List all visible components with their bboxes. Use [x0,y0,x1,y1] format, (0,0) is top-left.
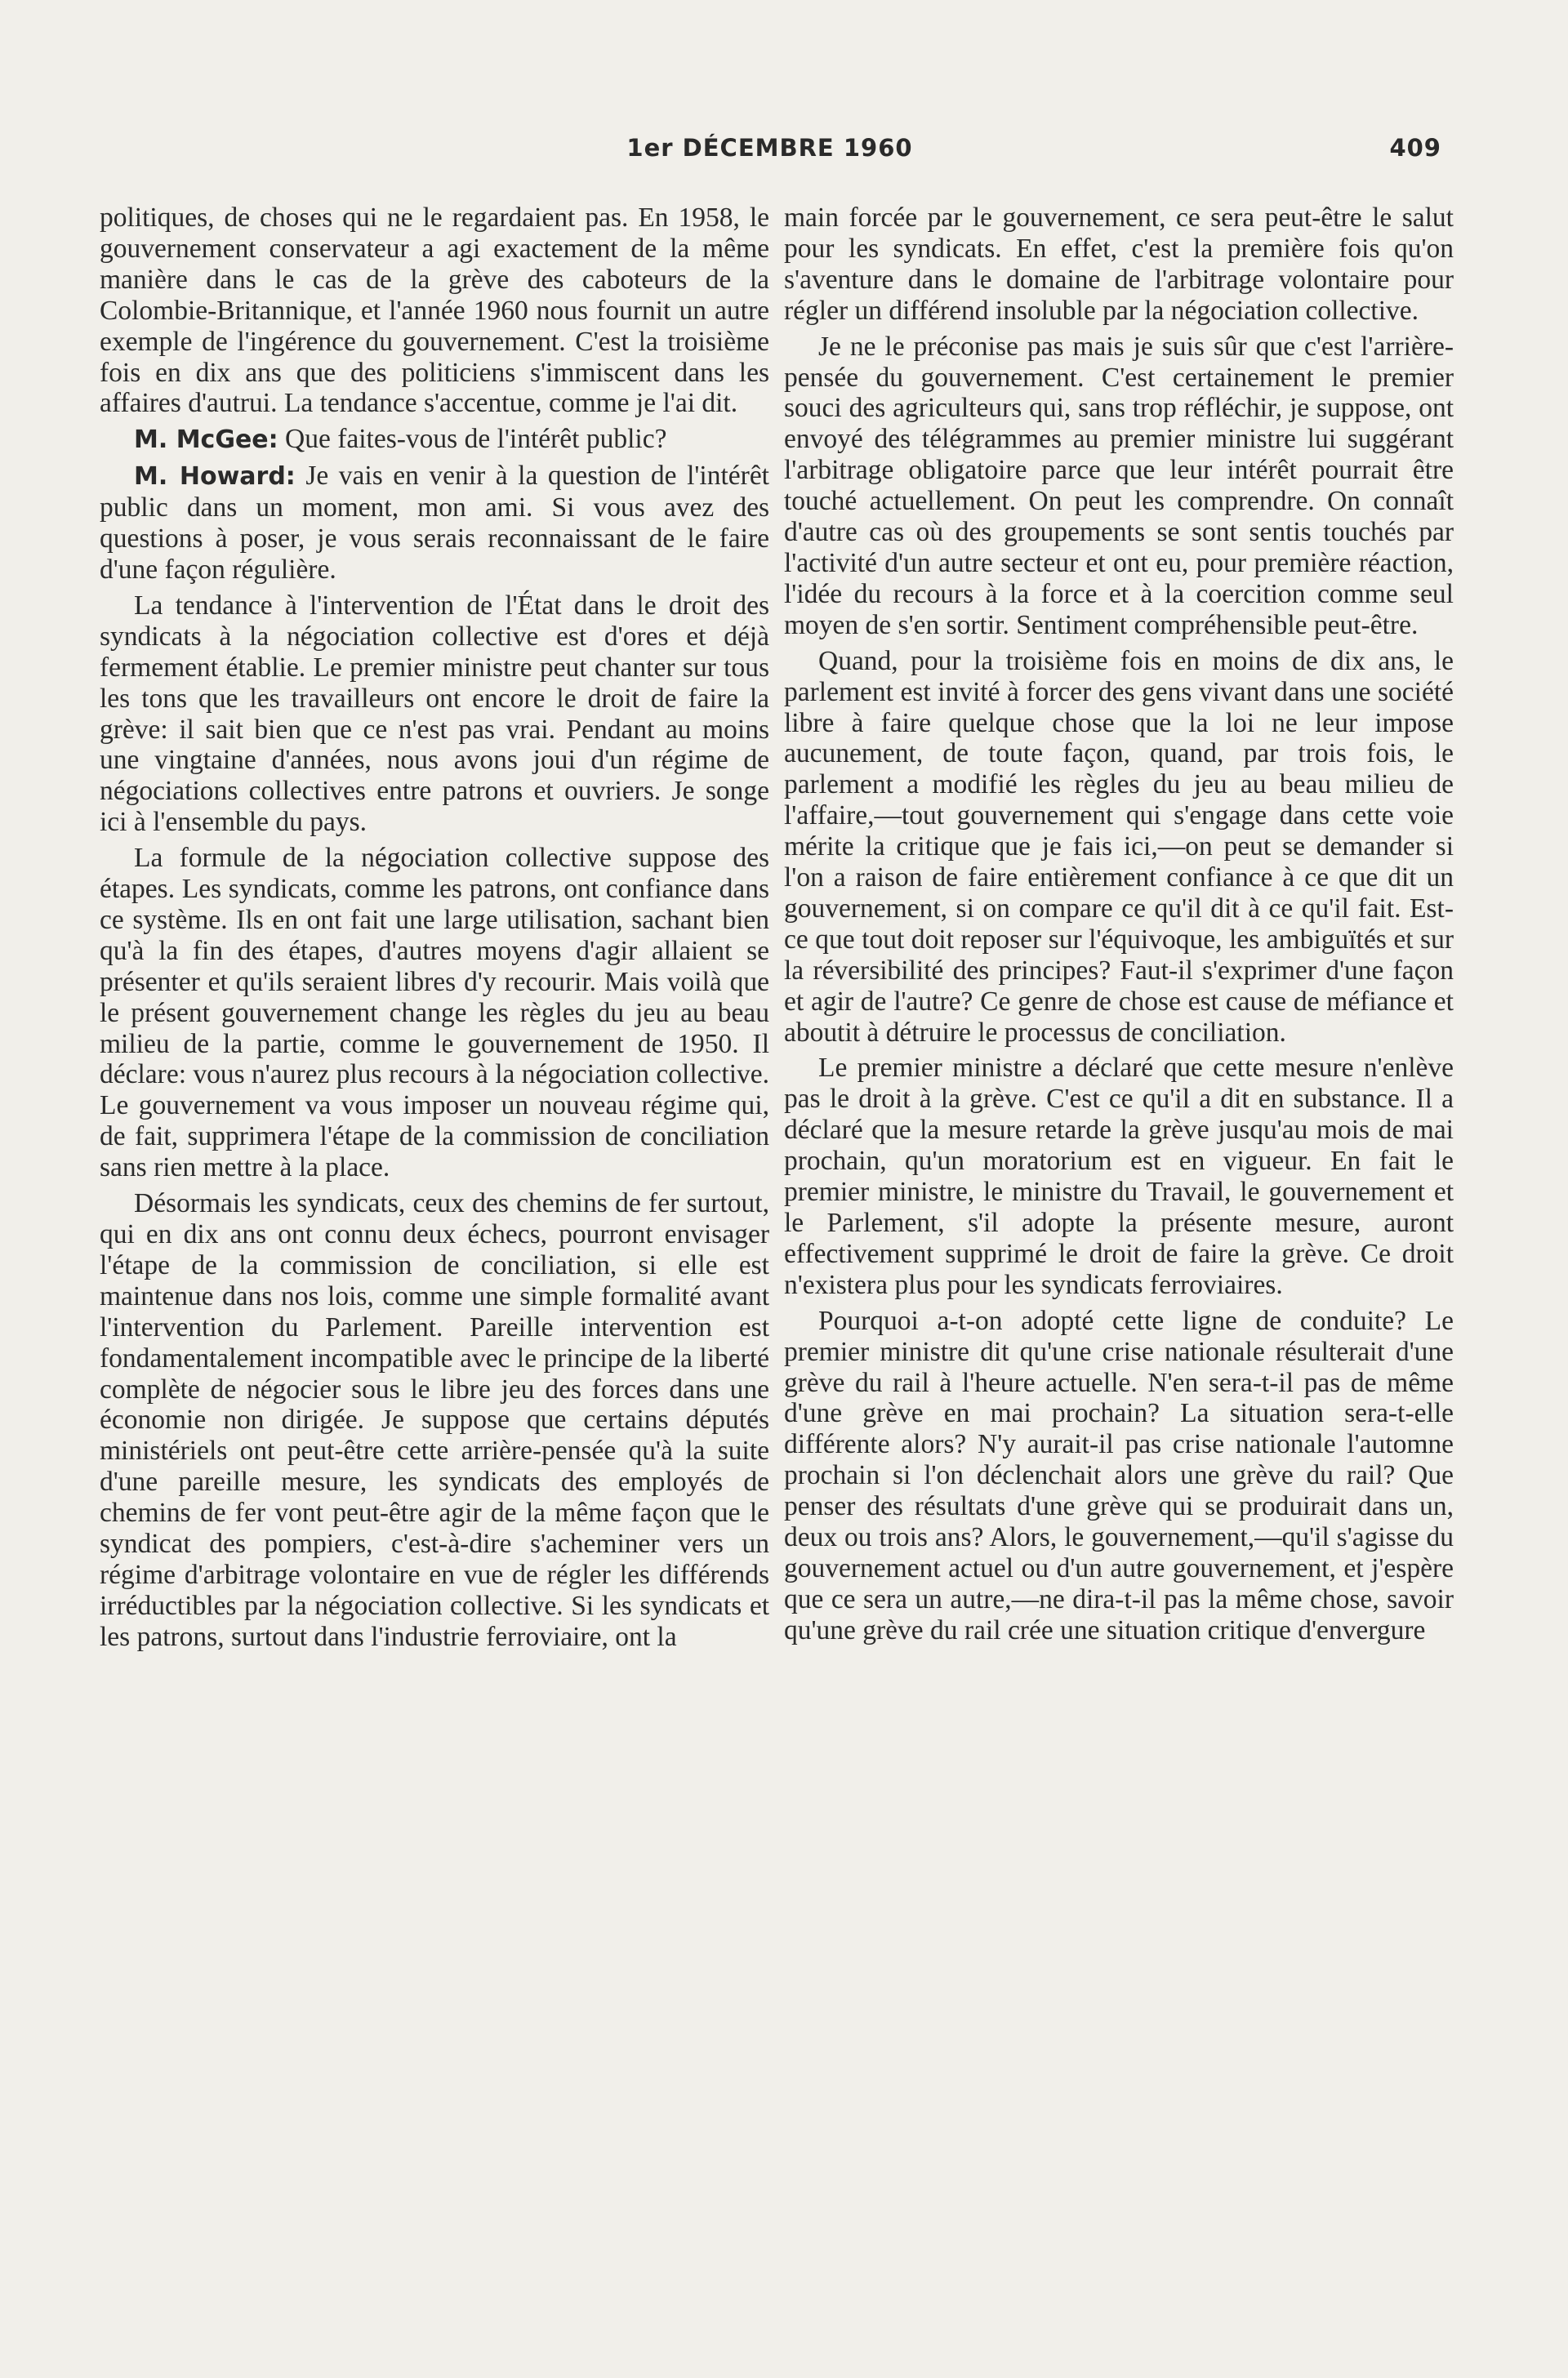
speech-text: Je vais en venir à la question de l'intérêt public dans un moment, mon ami. Si vous avez des questions à poser, je vous serais reconnaissant de le faire d'une façon régulière. [100,461,769,585]
paragraph: Désormais les syndicats, ceux des chemins de fer surtout, qui en dix ans ont connu deux échecs, pourront envisager l'étape de la commission de conciliation, si elle est maintenue dans nos lois, comme une simple formalité avant l'intervention du Parlement. Pareille intervention est fondamentalement incompatible avec le principe de la liberté complète de négocier sous le libre jeu des forces dans une économie non dirigée. Je suppose que certains députés ministériels ont peut-être cette arrière-pensée qu'à la suite d'une pareille mesure, les syndicats des employés de chemins de fer vont peut-être agir de la même façon que le syndicat des pompiers, c'est-à-dire s'acheminer vers un régime d'arbitrage volontaire en vue de régler les différends irréductibles par la négociation collective. Si les syndicats et les patrons, surtout dans l'industrie ferroviaire, ont la [100,1188,769,1652]
left-column [100,203,769,1658]
paragraph: Je ne le préconise pas mais je suis sûr que c'est l'arrière-pensée du gouvernement. C'est certainement le premier souci des agriculteurs qui, sans trop réfléchir, je suppose, ont envoyé des télégrammes au premier ministre lui suggérant l'arbitrage obligatoire parce que leur intérêt pourrait être touché actuellement. On peut les comprendre. On connaît d'autre cas où des groupements se sont sentis touchés par l'activité d'un autre secteur et ont eu, pour première réaction, l'idée du recours à la force et à la coercition comme seul moyen de s'en sortir. Sentiment compréhensible peut-être. [784,331,1454,640]
speech-paragraph [100,461,769,586]
speaker-name: M. McGee: [134,425,278,455]
paragraph: politiques, de choses qui ne le regardaient pas. En 1958, le gouvernement conservateur a agi exactement de la même manière dans le cas de la grève des caboteurs de la Colombie-Britannique, et l'année 1960 nous fournit un autre exemple de l'ingérence du gouvernement. C'est la troisième fois en dix ans que des politiciens s'immiscent dans les affaires d'autrui. La tendance s'accentue, comme je l'ai dit. [100,203,769,419]
right-column [784,203,1454,1651]
page-number: 409 [1389,134,1441,162]
paragraph: Quand, pour la troisième fois en moins de dix ans, le parlement est invité à forcer des gens vivant dans une société libre à faire quelque chose que la loi ne leur impose aucunement, de toute façon, quand, par trois fois, le parlement a modifié les règles du jeu au beau milieu de l'affaire,—tout gouvernement qui s'engage dans cette voie mérite la critique que je fais ici,—on peut se demander si l'on a raison de faire entièrement confiance à ce que dit un gouvernement, si on compare ce qu'il dit à ce qu'il fait. Est-ce que tout doit reposer sur l'équivoque, les ambiguïtés et sur la réversibilité des principes? Faut-il s'exprimer d'une façon et agir de l'autre? Ce genre de chose est cause de méfiance et aboutit à détruire le processus de conciliation. [784,645,1454,1048]
header-date: 1er DÉCEMBRE 1960 [626,134,913,162]
speech-paragraph [100,424,769,456]
running-header [98,134,1441,170]
paragraph: main forcée par le gouvernement, ce sera peut-être le salut pour les syndicats. En effet, c'est la première fois qu'on s'aventure dans le domaine de l'arbitrage volontaire pour régler un différend insoluble par la négociation collective. [784,203,1454,326]
paragraph: Le premier ministre a déclaré que cette mesure n'enlève pas le droit à la grève. C'est ce qu'il a dit en substance. Il a déclaré que la mesure retarde la grève jusqu'au mois de mai prochain, qu'un moratorium est en vigueur. En fait le premier ministre, le ministre du Travail, le gouvernement et le Parlement, s'il adopte la présente mesure, auront effectivement supprimé le droit de faire la grève. Ce droit n'existera plus pour les syndicats ferroviaires. [784,1053,1454,1300]
paragraph: La tendance à l'intervention de l'État dans le droit des syndicats à la négociation collective est d'ores et déjà fermement établie. Le premier ministre peut chanter sur tous les tons que les travailleurs ont encore le droit de faire la grève: il sait bien que ce n'est pas vrai. Pendant au moins une vingtaine d'années, nous avons joui d'un régime de négociations collectives entre patrons et ouvriers. Je songe ici à l'ensemble du pays. [100,590,769,838]
paragraph: La formule de la négociation collective suppose des étapes. Les syndicats, comme les patrons, ont confiance dans ce système. Ils en ont fait une large utilisation, sachant bien qu'à la fin des étapes, d'autres moyens d'agir allaient se présenter et qu'ils seraient libres d'y recourir. Mais voilà que le présent gouvernement change les règles du jeu au beau milieu de la partie, comme le gouvernement de 1950. Il déclare: vous n'aurez plus recours à la négociation collective. Le gouvernement va vous imposer un nouveau régime qui, de fait, supprimera l'étape de la commission de conciliation sans rien mettre à la place. [100,843,769,1183]
speaker-name: M. Howard: [134,462,296,492]
speech-text: Que faites-vous de l'intérêt public? [278,424,667,455]
paragraph: Pourquoi a-t-on adopté cette ligne de conduite? Le premier ministre dit qu'une crise nationale résulterait d'une grève du rail à l'heure actuelle. N'en sera-t-il pas de même d'une grève en mai prochain? La situation sera-t-elle différente alors? N'y aurait-il pas crise nationale l'automne prochain si l'on déclenchait alors une grève du rail? Que penser des résultats d'une grève qui se produirait dans un, deux ou trois ans? Alors, le gouvernement,—qu'il s'agisse du gouvernement actuel ou d'un autre gouvernement, et j'espère que ce sera un autre,—ne dira-t-il pas la même chose, savoir qu'une grève du rail crée une situation critique d'envergure [784,1305,1454,1645]
